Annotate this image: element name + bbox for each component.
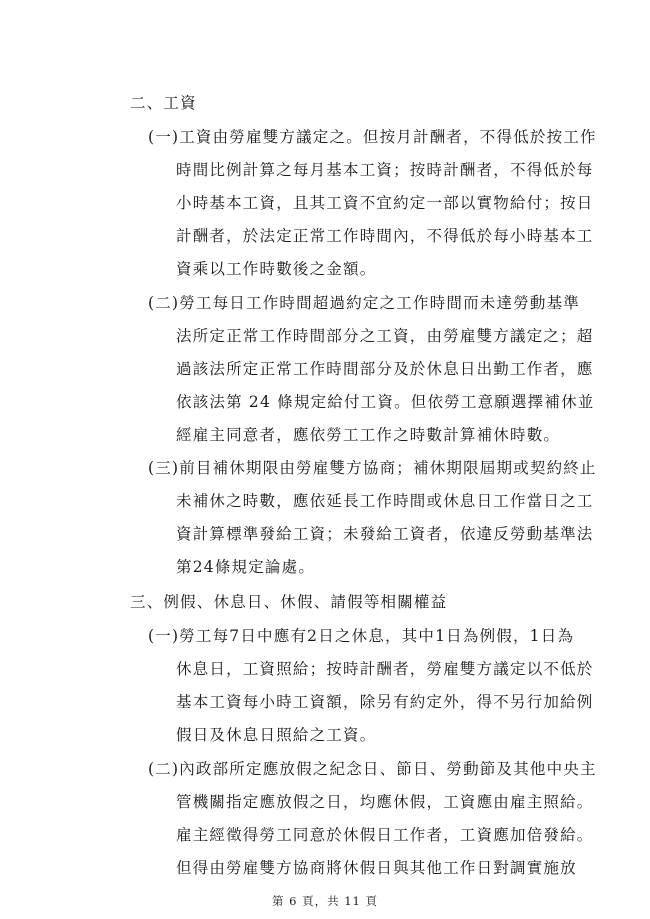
wages-item-2-line-4: 依該法第 24 條規定給付工資。但依勞工意願選擇補休並 <box>176 393 595 411</box>
wages-item-1-line-5: 資乘以工作時數後之金額。 <box>176 260 377 278</box>
wages-item-1-line-4: 計酬者，於法定正常工作時間內，不得低於每小時基本工 <box>176 227 594 245</box>
section-heading-wages: 二、工資 <box>130 94 197 112</box>
leave-item-2-line-4: 但得由勞雇雙方協商將休假日與其他工作日對調實施放 <box>176 859 577 877</box>
wages-item-2-line-3: 過該法所定正常工作時間部分及於休息日出勤工作者，應 <box>176 360 594 378</box>
wages-item-3-line-2: 未補休之時數，應依延長工作時間或休息日工作當日之工 <box>176 492 594 510</box>
leave-item-1-line-4: 假日及休息日照給之工資。 <box>176 726 377 744</box>
leave-item-1-line-1: (一)勞工每7日中應有2日之休息，其中1日為例假，1日為 <box>148 627 575 645</box>
leave-item-2-line-3: 雇主經徵得勞工同意於休假日工作者，工資應加倍發給。 <box>176 826 594 844</box>
leave-item-1-line-2: 休息日，工資照給；按時計酬者，勞雇雙方議定以不低於 <box>176 660 594 678</box>
wages-item-3-line-4: 第24條規定論處。 <box>176 558 316 576</box>
leave-item-1-line-3: 基本工資每小時工資額，除另有約定外，得不另行加給例 <box>176 693 594 711</box>
leave-item-2-line-2: 管機關指定應放假之日，均應休假，工資應由雇主照給。 <box>176 793 594 811</box>
wages-item-2-line-5: 經雇主同意者，應依勞工工作之時數計算補休時數。 <box>176 426 561 444</box>
wages-item-3-line-3: 資計算標準發給工資；未發給工資者，依違反勞動基準法 <box>176 525 594 543</box>
leave-item-2-line-1: (二)內政部所定應放假之紀念日、節日、勞動節及其他中央主 <box>148 760 597 778</box>
wages-item-2-line-2: 法所定正常工作時間部分之工資，由勞雇雙方議定之；超 <box>176 327 594 345</box>
wages-item-2-line-1: (二)勞工每日工作時間超過約定之工作時間而未達勞動基準 <box>148 294 580 312</box>
wages-item-1-line-1: (一)工資由勞雇雙方議定之。但按月計酬者，不得低於按工作 <box>148 128 597 146</box>
wages-item-1-line-2: 時間比例計算之每月基本工資；按時計酬者，不得低於每 <box>176 161 594 179</box>
section-heading-leave: 三、例假、休息日、休假、請假等相關權益 <box>130 593 448 611</box>
wages-item-3-line-1: (三)前目補休期限由勞雇雙方協商；補休期限屆期或契約終止 <box>148 459 597 477</box>
page-number: 第 6 頁，共 11 頁 <box>271 894 379 908</box>
wages-item-1-line-3: 小時基本工資，且其工資不宜約定一部以實物給付；按日 <box>176 194 594 212</box>
